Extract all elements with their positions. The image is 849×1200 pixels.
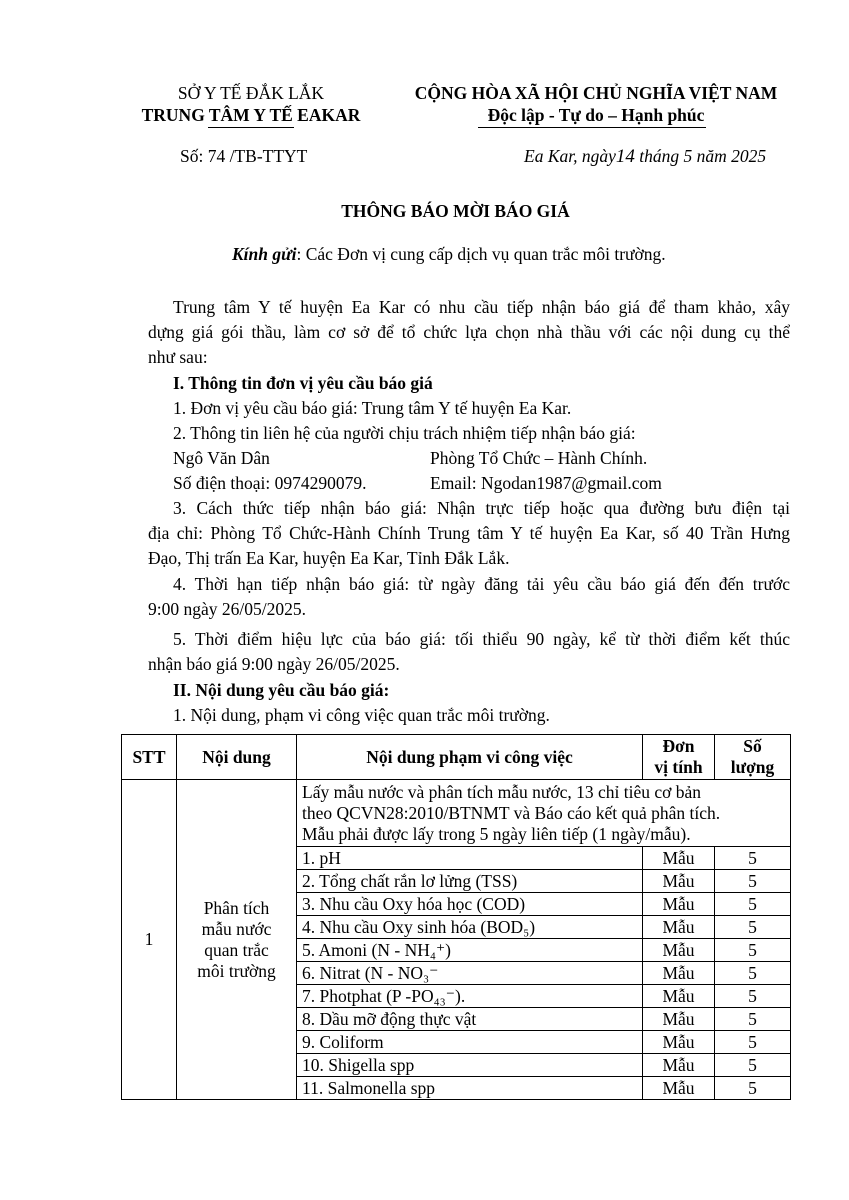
param-qty: 5 [715,916,791,939]
intro-line-3: như sau: [148,347,208,367]
contact-name: Ngô Văn Dân [173,448,270,468]
header-quantity-line2: lượng [730,757,775,777]
place-date-month: tháng 5 năm 2025 [639,146,767,166]
recipient [232,243,666,266]
section1-item3-line2: địa chỉ: Phòng Tổ Chức-Hành Chính Trung tâm Y tế huyện Ea Kar, số 40 Trần Hưng [148,523,790,543]
scope-intro-line1: Lấy mẫu nước và phân tích mẫu nước, 13 chỉ tiêu cơ bản [302,781,702,802]
header-stt: STT [122,735,177,780]
param-qty: 5 [715,1031,791,1054]
param-qty: 5 [715,1008,791,1031]
section1-heading: I. Thông tin đơn vị yêu cầu báo giá [173,373,433,393]
agency-name: TRUNG TÂM Y TẾ EAKAR [141,105,361,125]
section1-item5-line2: nhận báo giá 9:00 ngày 26/05/2025. [148,654,400,674]
header-content: Nội dung [177,735,297,780]
section2-item1: 1. Nội dung, phạm vi công việc quan trắc môi trường. [173,705,550,725]
param-unit: Mẫu [643,847,715,870]
agency-underline [208,127,294,128]
motto-underline [478,127,706,128]
param-unit: Mẫu [643,916,715,939]
section1-item1: 1. Đơn vị yêu cầu báo giá: Trung tâm Y tế huyện Ea Kar. [173,398,572,418]
doc-number [180,145,307,168]
param-name: 1. pH [297,847,643,870]
param-name: 4. Nhu cầu Oxy sinh hóa (BOD₅) [297,916,643,939]
section1-item3-line1: 3. Cách thức tiếp nhận báo giá: Nhận trực tiếp hoặc qua đường bưu điện tại [173,498,790,518]
row-content-line3: quan trắc [204,939,269,960]
param-qty: 5 [715,962,791,985]
contact-phone: Số điện thoại: 0974290079. [173,473,367,493]
section1-item4-line1: 4. Thời hạn tiếp nhận báo giá: từ ngày đăng tải yêu cầu báo giá đến đến trước [173,574,790,594]
param-name: 5. Amoni (N - NH₄⁺) [297,939,643,962]
section1-item3-line3: Đạo, Thị trấn Ea Kar, huyện Ea Kar, Tỉnh Đắk Lắk. [148,548,510,568]
param-unit: Mẫu [643,1077,715,1100]
section2-heading: II. Nội dung yêu cầu báo giá: [173,680,390,700]
row-content [177,780,297,1100]
header-unit-line1: Đơn [662,736,695,756]
scope-intro-line3: Mẫu phải được lấy trong 5 ngày liên tiếp (1 ngày/mẫu). [302,823,691,844]
param-name: 3. Nhu cầu Oxy hóa học (COD) [297,893,643,916]
param-unit: Mẫu [643,1008,715,1031]
scope-intro [297,780,791,847]
param-qty: 5 [715,985,791,1008]
intro-line-1: Trung tâm Y tế huyện Ea Kar có nhu cầu tiếp nhận báo giá để tham khảo, xây [173,297,790,317]
scope-intro-line2: theo QCVN28:2010/BTNMT và Báo cáo kết quả phân tích. [302,802,721,823]
place-date-day: 14 [615,146,635,167]
param-unit: Mẫu [643,939,715,962]
param-name: 8. Dầu mỡ động thực vật [297,1008,643,1031]
row-content-line4: môi trường [197,960,276,981]
recipient-label: Kính gửi [232,244,297,264]
param-name: 11. Salmonella spp [297,1077,643,1100]
header-scope: Nội dung phạm vi công việc [297,735,643,780]
header-unit-line2: vị tính [654,757,703,777]
param-qty: 5 [715,1054,791,1077]
param-name: 7. Photphat (P -PO₄₃⁻). [297,985,643,1008]
nation-motto: Độc lập - Tự do – Hạnh phúc [487,105,705,125]
row-content-line1: Phân tích [203,897,270,918]
param-qty: 5 [715,870,791,893]
nation-title: CỘNG HÒA XÃ HỘI CHỦ NGHĨA VIỆT NAM [414,83,778,103]
header-quantity [715,735,791,780]
param-unit: Mẫu [643,1054,715,1077]
param-unit: Mẫu [643,1031,715,1054]
param-unit: Mẫu [643,985,715,1008]
page-title: THÔNG BÁO MỜI BÁO GIÁ [341,201,570,221]
table-header-row [122,735,791,780]
doc-number-value: 74 [207,146,226,166]
param-qty: 5 [715,847,791,870]
scope-table [121,734,791,1100]
header-quantity-line1: Số [743,736,762,756]
param-name: 2. Tổng chất rắn lơ lửng (TSS) [297,870,643,893]
intro-line-2: dựng giá gói thầu, làm cơ sở để tổ chức lựa chọn nhà thầu với các nội dung cụ thể [148,322,790,342]
place-date-prefix: Ea Kar, ngày [524,146,616,166]
header-unit [643,735,715,780]
contact-email: Email: Ngodan1987@gmail.com [430,473,662,493]
param-name: 9. Coliform [297,1031,643,1054]
section1-item5-line1: 5. Thời điểm hiệu lực của báo giá: tối thiểu 90 ngày, kể từ thời điểm kết thúc [173,629,790,649]
section1-item2: 2. Thông tin liên hệ của người chịu trách nhiệm tiếp nhận báo giá: [173,423,636,443]
param-qty: 5 [715,1077,791,1100]
agency-parent: SỞ Y TẾ ĐẮK LẮK [177,83,325,103]
param-qty: 5 [715,939,791,962]
doc-number-label: Số: [180,146,204,166]
doc-number-suffix: /TB-TTYT [229,146,308,166]
recipient-text: : Các Đơn vị cung cấp dịch vụ quan trắc môi trường. [296,244,666,264]
row-content-line2: mẫu nước [201,918,272,939]
contact-department: Phòng Tổ Chức – Hành Chính. [430,448,648,468]
param-unit: Mẫu [643,870,715,893]
place-date [524,145,766,169]
param-qty: 5 [715,893,791,916]
section1-item4-line2: 9:00 ngày 26/05/2025. [148,599,306,619]
table-row [122,780,791,847]
param-unit: Mẫu [643,962,715,985]
param-unit: Mẫu [643,893,715,916]
param-name: 10. Shigella spp [297,1054,643,1077]
param-name: 6. Nitrat (N - NO₃⁻ [297,962,643,985]
row-stt: 1 [122,780,177,1100]
